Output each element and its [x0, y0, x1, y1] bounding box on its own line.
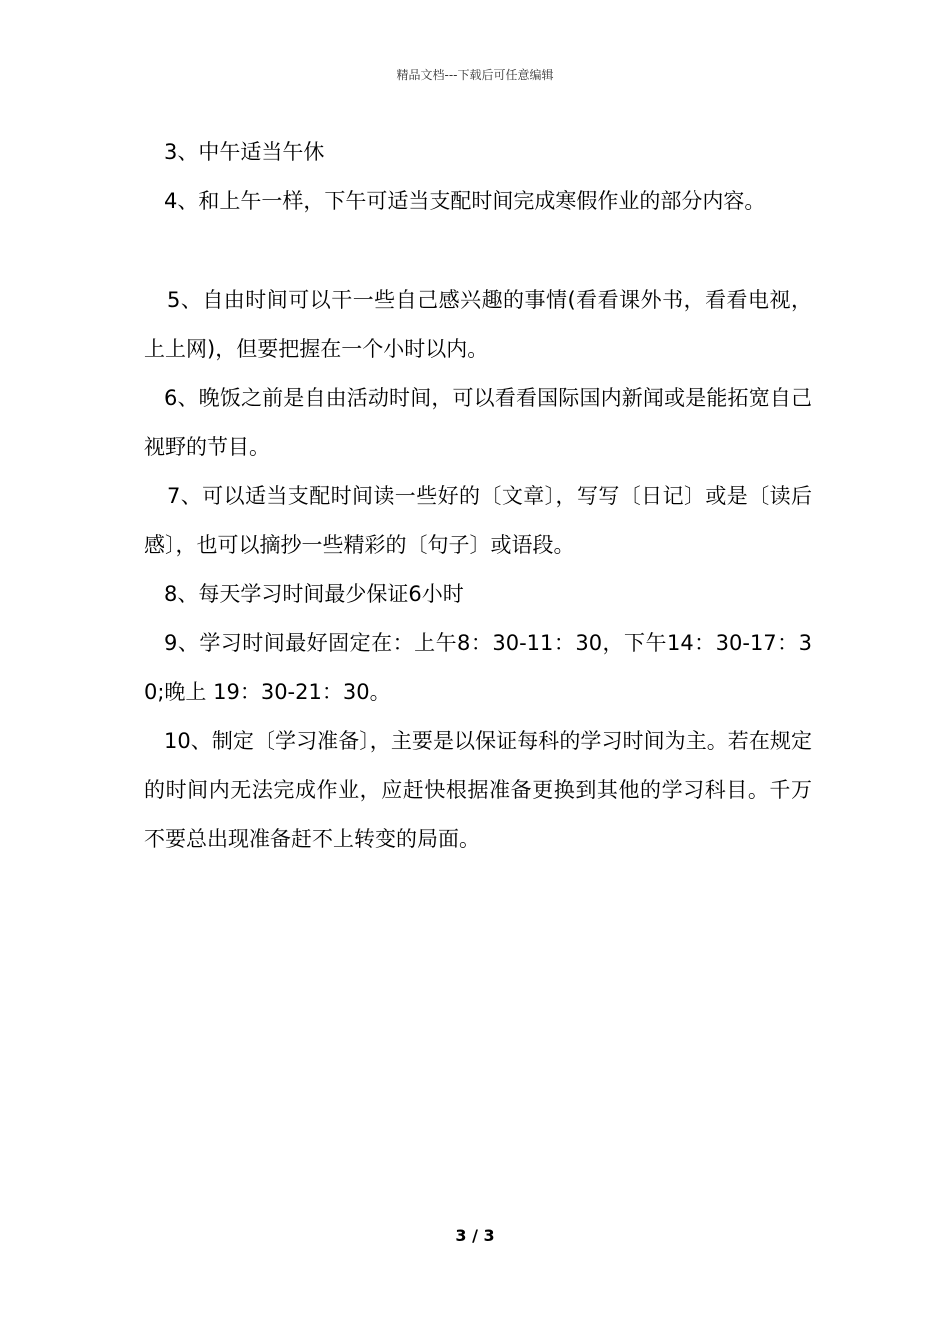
paragraph-item-9: 9、学习时间最好固定在：上午8：30-11：30，下午14：30-17：30;晚上 19：30-21：30。 — [144, 631, 812, 704]
paragraph-item-4: 4、和上午一样，下午可适当支配时间完成寒假作业的部分内容。 — [164, 189, 766, 213]
paragraph-item-7: 7、可以适当支配时间读一些好的〔文章〕，写写〔日记〕或是〔读后感〕，也可以摘抄一些精彩的〔句子〕或语段。 — [144, 484, 812, 557]
document-body — [144, 128, 812, 864]
paragraph-item-8: 8、每天学习时间最少保证6小时 — [164, 582, 464, 606]
document-header: 精品文档---下载后可任意编辑 — [396, 68, 554, 82]
page-number: 3 / 3 — [455, 1226, 495, 1245]
paragraph-item-6: 6、晚饭之前是自由活动时间，可以看看国际国内新闻或是能拓宽自己视野的节目。 — [144, 386, 812, 459]
paragraph-item-3: 3、中午适当午休 — [164, 140, 325, 164]
paragraph-item-10: 10、制定〔学习准备〕，主要是以保证每科的学习时间为主。若在规定的时间内无法完成作业，应赶快根据准备更换到其他的学习科目。千万不要总出现准备赶不上转变的局面。 — [144, 729, 812, 851]
paragraph-item-5: 5、自由时间可以干一些自己感兴趣的事情(看看课外书，看看电视，上上网)，但要把握在一个小时以内。 — [144, 288, 812, 361]
